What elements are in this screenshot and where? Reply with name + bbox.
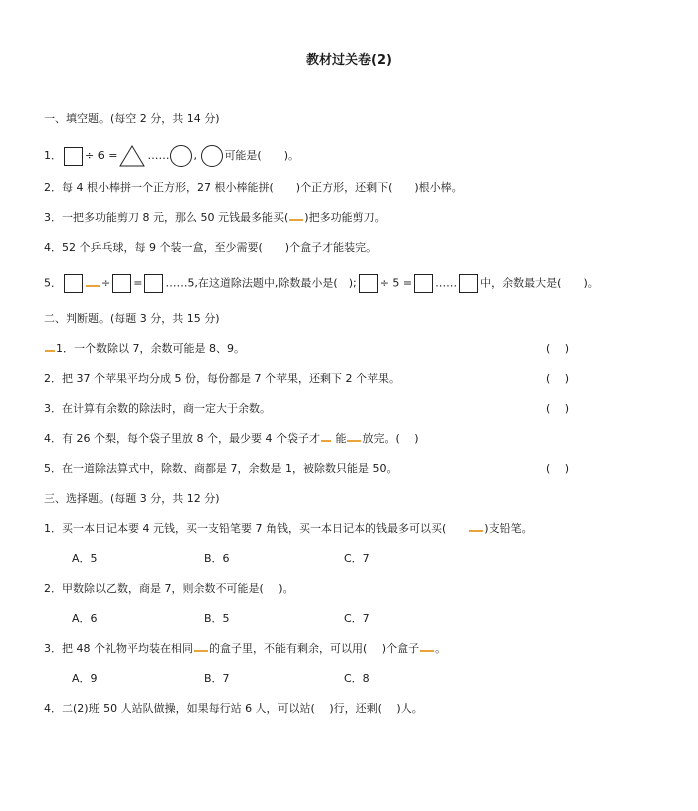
s2-q1-text: 1．一个数除以 7，余数可能是 8、9。 [56,342,245,355]
answer-blank[interactable] [194,650,208,652]
answer-box[interactable] [359,274,378,293]
answer-blank[interactable] [469,530,483,532]
q1-dots: …… [147,149,170,162]
q5-rest: ……5,在这道除法题中,除数最小是( ); [165,276,357,290]
q5-dots: …… [435,276,458,290]
option-a[interactable]: A．5 [72,552,98,565]
s3-q3-text-a: 3．把 48 个礼物平均装在相同 [44,642,193,655]
judge-paren[interactable]: ( ) [546,402,570,415]
option-b[interactable]: B．7 [204,672,230,685]
s2-question-1 [44,340,245,358]
s2-question-2: 2．把 37 个苹果平均分成 5 份，每份都是 7 个苹果，还剩下 2 个苹果。 [44,372,400,385]
q1-comma: , [193,149,197,162]
s3-question-4: 4．二(2)班 50 人站队做操，如果每行站 6 人，可以站( )行，还剩( )人。 [44,702,423,715]
q5-eq: = [133,276,143,290]
q3-text-b: )把多功能剪刀。 [304,211,386,224]
s1-question-2: 2．每 4 根小棒拼一个正方形，27 根小棒能拼( )个正方形，还剩下( )根小棒。 [44,181,463,194]
circle-icon[interactable] [201,145,223,167]
judge-paren[interactable]: ( ) [546,372,570,385]
answer-box[interactable] [144,274,163,293]
answer-blank[interactable] [347,440,361,442]
q5-div5: ÷ 5 = [379,276,413,290]
s3-q1-text-b: )支铅笔。 [484,522,533,535]
s1-question-4: 4．52 个乒乓球，每 9 个装一盒，至少需要( )个盒子才能装完。 [44,241,378,254]
q1-tail: 可能是( )。 [224,149,300,162]
s3-q3-text-b: 的盒子里，不能有剩余，可以用( )个盒子 [209,642,420,655]
s3-question-2: 2．甲数除以乙数，商是 7，则余数不可能是( )。 [44,582,294,595]
answer-box[interactable] [414,274,433,293]
s3-question-3 [44,640,446,658]
judge-paren[interactable]: ( ) [546,342,570,355]
s1-question-1 [44,145,299,167]
answer-blank[interactable] [86,285,100,287]
answer-blank[interactable] [289,219,303,221]
option-b[interactable]: B．5 [204,612,230,625]
answer-blank[interactable] [45,350,55,352]
option-c[interactable]: C．8 [344,672,370,685]
q5-div: ÷ [101,276,111,290]
page-title: 教材过关卷(2) [306,53,392,68]
circle-icon[interactable] [170,145,192,167]
answer-box[interactable] [112,274,131,293]
triangle-icon[interactable] [119,145,145,167]
section1-heading: 一、填空题。(每空 2 分，共 14 分) [44,112,220,125]
option-c[interactable]: C．7 [344,552,370,565]
s2-q4-text-c: 放完。( ) [362,432,419,445]
s2-question-5: 5．在一道除法算式中，除数、商都是 7，余数是 1，被除数只能是 50。 [44,462,398,475]
option-b[interactable]: B．6 [204,552,230,565]
answer-blank[interactable] [420,650,434,652]
s3-q1-text-a: 1．买一本日记本要 4 元钱，买一支铅笔要 7 角钱，买一本日记本的钱最多可以买( [44,522,447,535]
answer-box[interactable] [64,274,83,293]
s1-question-3 [44,209,386,227]
s2-q4-text-b: 能 [335,432,347,445]
s2-question-4 [44,430,419,448]
q1-div6: ÷ 6 = [85,149,118,162]
q5-number: 5． [44,276,62,290]
q1-number: 1． [44,149,62,162]
answer-blank[interactable] [321,440,331,442]
option-a[interactable]: A．9 [72,672,98,685]
judge-paren[interactable]: ( ) [546,462,570,475]
s3-question-1 [44,520,533,538]
option-a[interactable]: A．6 [72,612,98,625]
answer-box[interactable] [459,274,478,293]
answer-box[interactable] [64,147,83,166]
s1-question-5 [44,274,599,293]
s2-q4-text-a: 4．有 26 个梨，每个袋子里放 8 个，最少要 4 个袋子才 [44,432,320,445]
q5-tail: 中，余数最大是( )。 [480,276,599,290]
section3-heading: 三、选择题。(每题 3 分，共 12 分) [44,492,220,505]
s3-q3-text-c: 。 [435,642,447,655]
s2-question-3: 3．在计算有余数的除法时，商一定大于余数。 [44,402,271,415]
section2-heading: 二、判断题。(每题 3 分，共 15 分) [44,312,220,325]
q3-text-a: 3．一把多功能剪刀 8 元，那么 50 元钱最多能买( [44,211,289,224]
option-c[interactable]: C．7 [344,612,370,625]
